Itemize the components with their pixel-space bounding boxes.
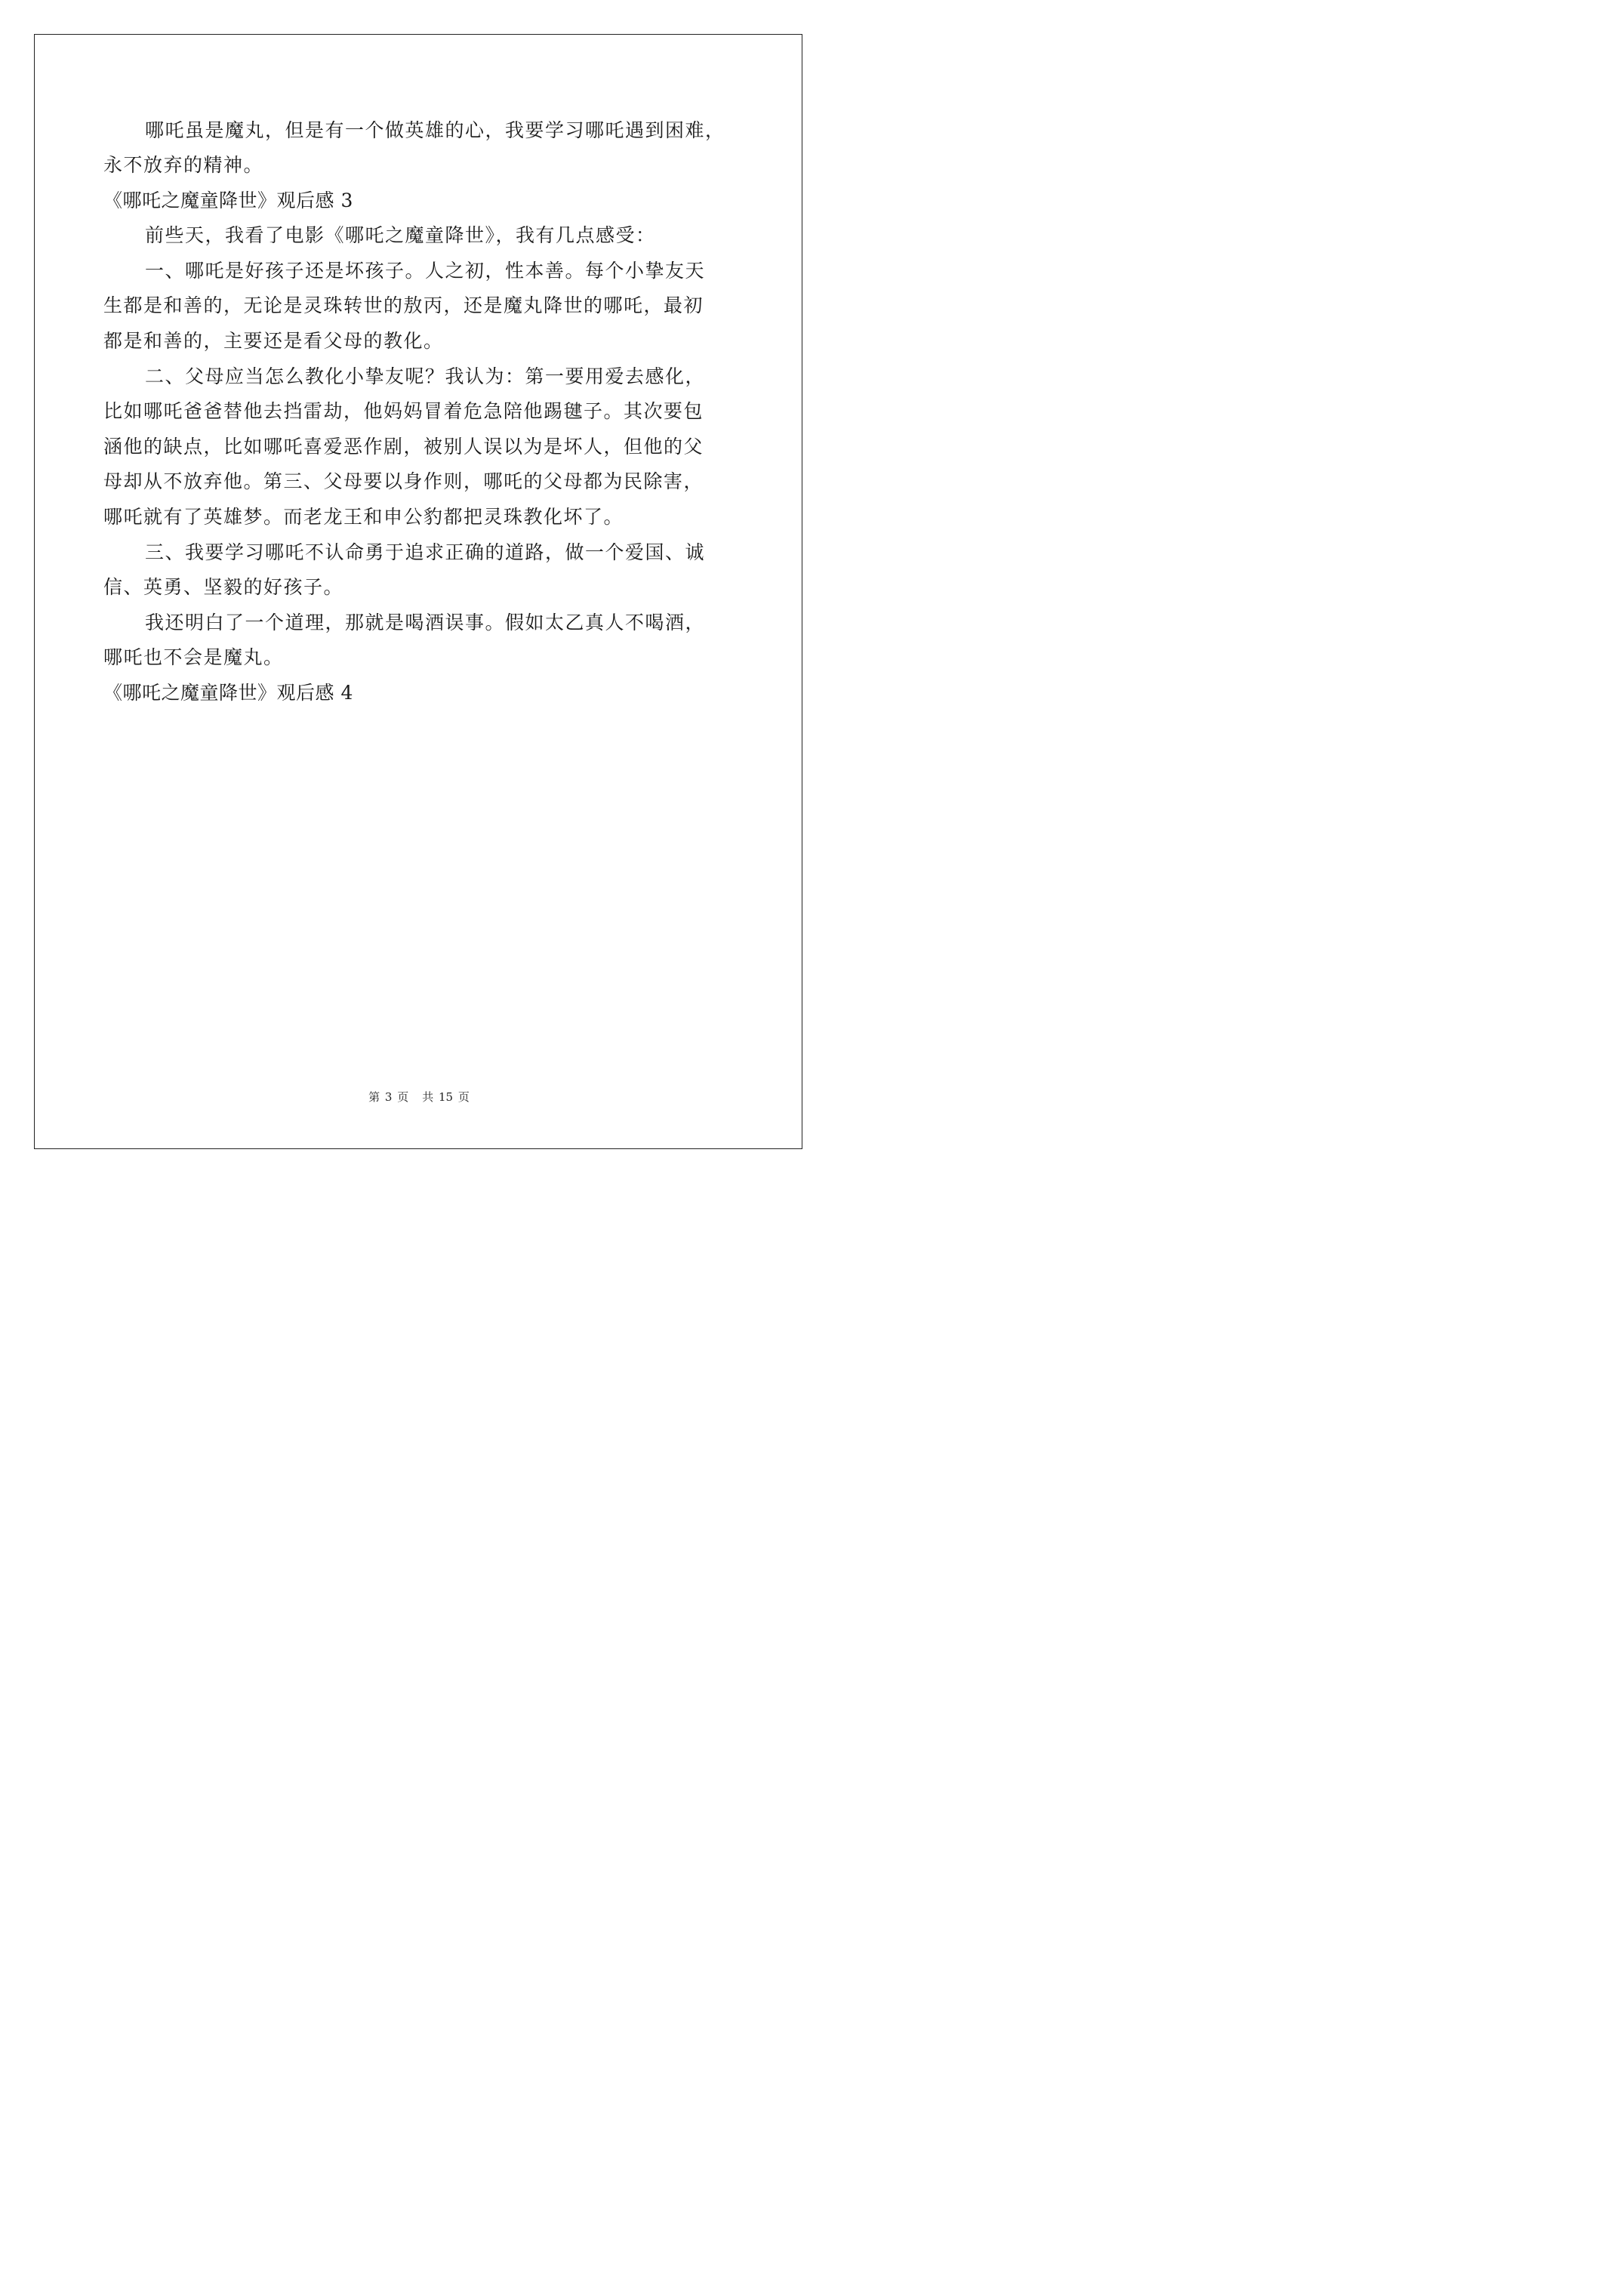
paragraph-line: 信、英勇、坚毅的好孩子。 (103, 576, 344, 598)
page-number: 第 3 页 (368, 1090, 409, 1104)
paragraph-line: 一、哪吒是好孩子还是坏孩子。人之初，性本善。每个小挚友天 (145, 260, 706, 282)
paragraph-line: 生都是和善的，无论是灵珠转世的敖丙，还是魔丸降世的哪吒，最初 (103, 294, 704, 316)
paragraph-line: 比如哪吒爸爸替他去挡雷劫，他妈妈冒着危急陪他踢毽子。其次要包 (103, 400, 704, 422)
page-total: 共 15 页 (422, 1090, 470, 1104)
paragraph-line: 我还明白了一个道理，那就是喝酒误事。假如太乙真人不喝酒， (145, 612, 706, 633)
paragraph-line: 前些天，我看了电影《哪吒之魔童降世》，我有几点感受： (145, 224, 656, 246)
section-heading: 《哪吒之魔童降世》观后感 3 (103, 190, 353, 211)
paragraph-line: 哪吒就有了英雄梦。而老龙王和申公豹都把灵珠教化坏了。 (103, 506, 624, 528)
paragraph-line: 哪吒也不会是魔丸。 (103, 646, 284, 668)
paragraph-line: 母却从不放弃他。第三、父母要以身作则，哪吒的父母都为民除害， (103, 470, 704, 492)
paragraph-line: 哪吒虽是魔丸，但是有一个做英雄的心，我要学习哪吒遇到困难， (145, 119, 725, 141)
page-footer (0, 1089, 838, 1105)
section-heading: 《哪吒之魔童降世》观后感 4 (103, 682, 353, 704)
paragraph-line: 三、我要学习哪吒不认命勇于追求正确的道路，做一个爱国、诚 (145, 541, 706, 563)
paragraph-line: 永不放弃的精神。 (103, 154, 264, 176)
paragraph-line: 涵他的缺点，比如哪吒喜爱恶作剧，被别人误以为是坏人，但他的父 (103, 436, 704, 458)
paragraph-line: 都是和善的，主要还是看父母的教化。 (103, 330, 444, 352)
paragraph-line: 二、父母应当怎么教化小挚友呢？我认为：第一要用爱去感化， (145, 365, 706, 387)
